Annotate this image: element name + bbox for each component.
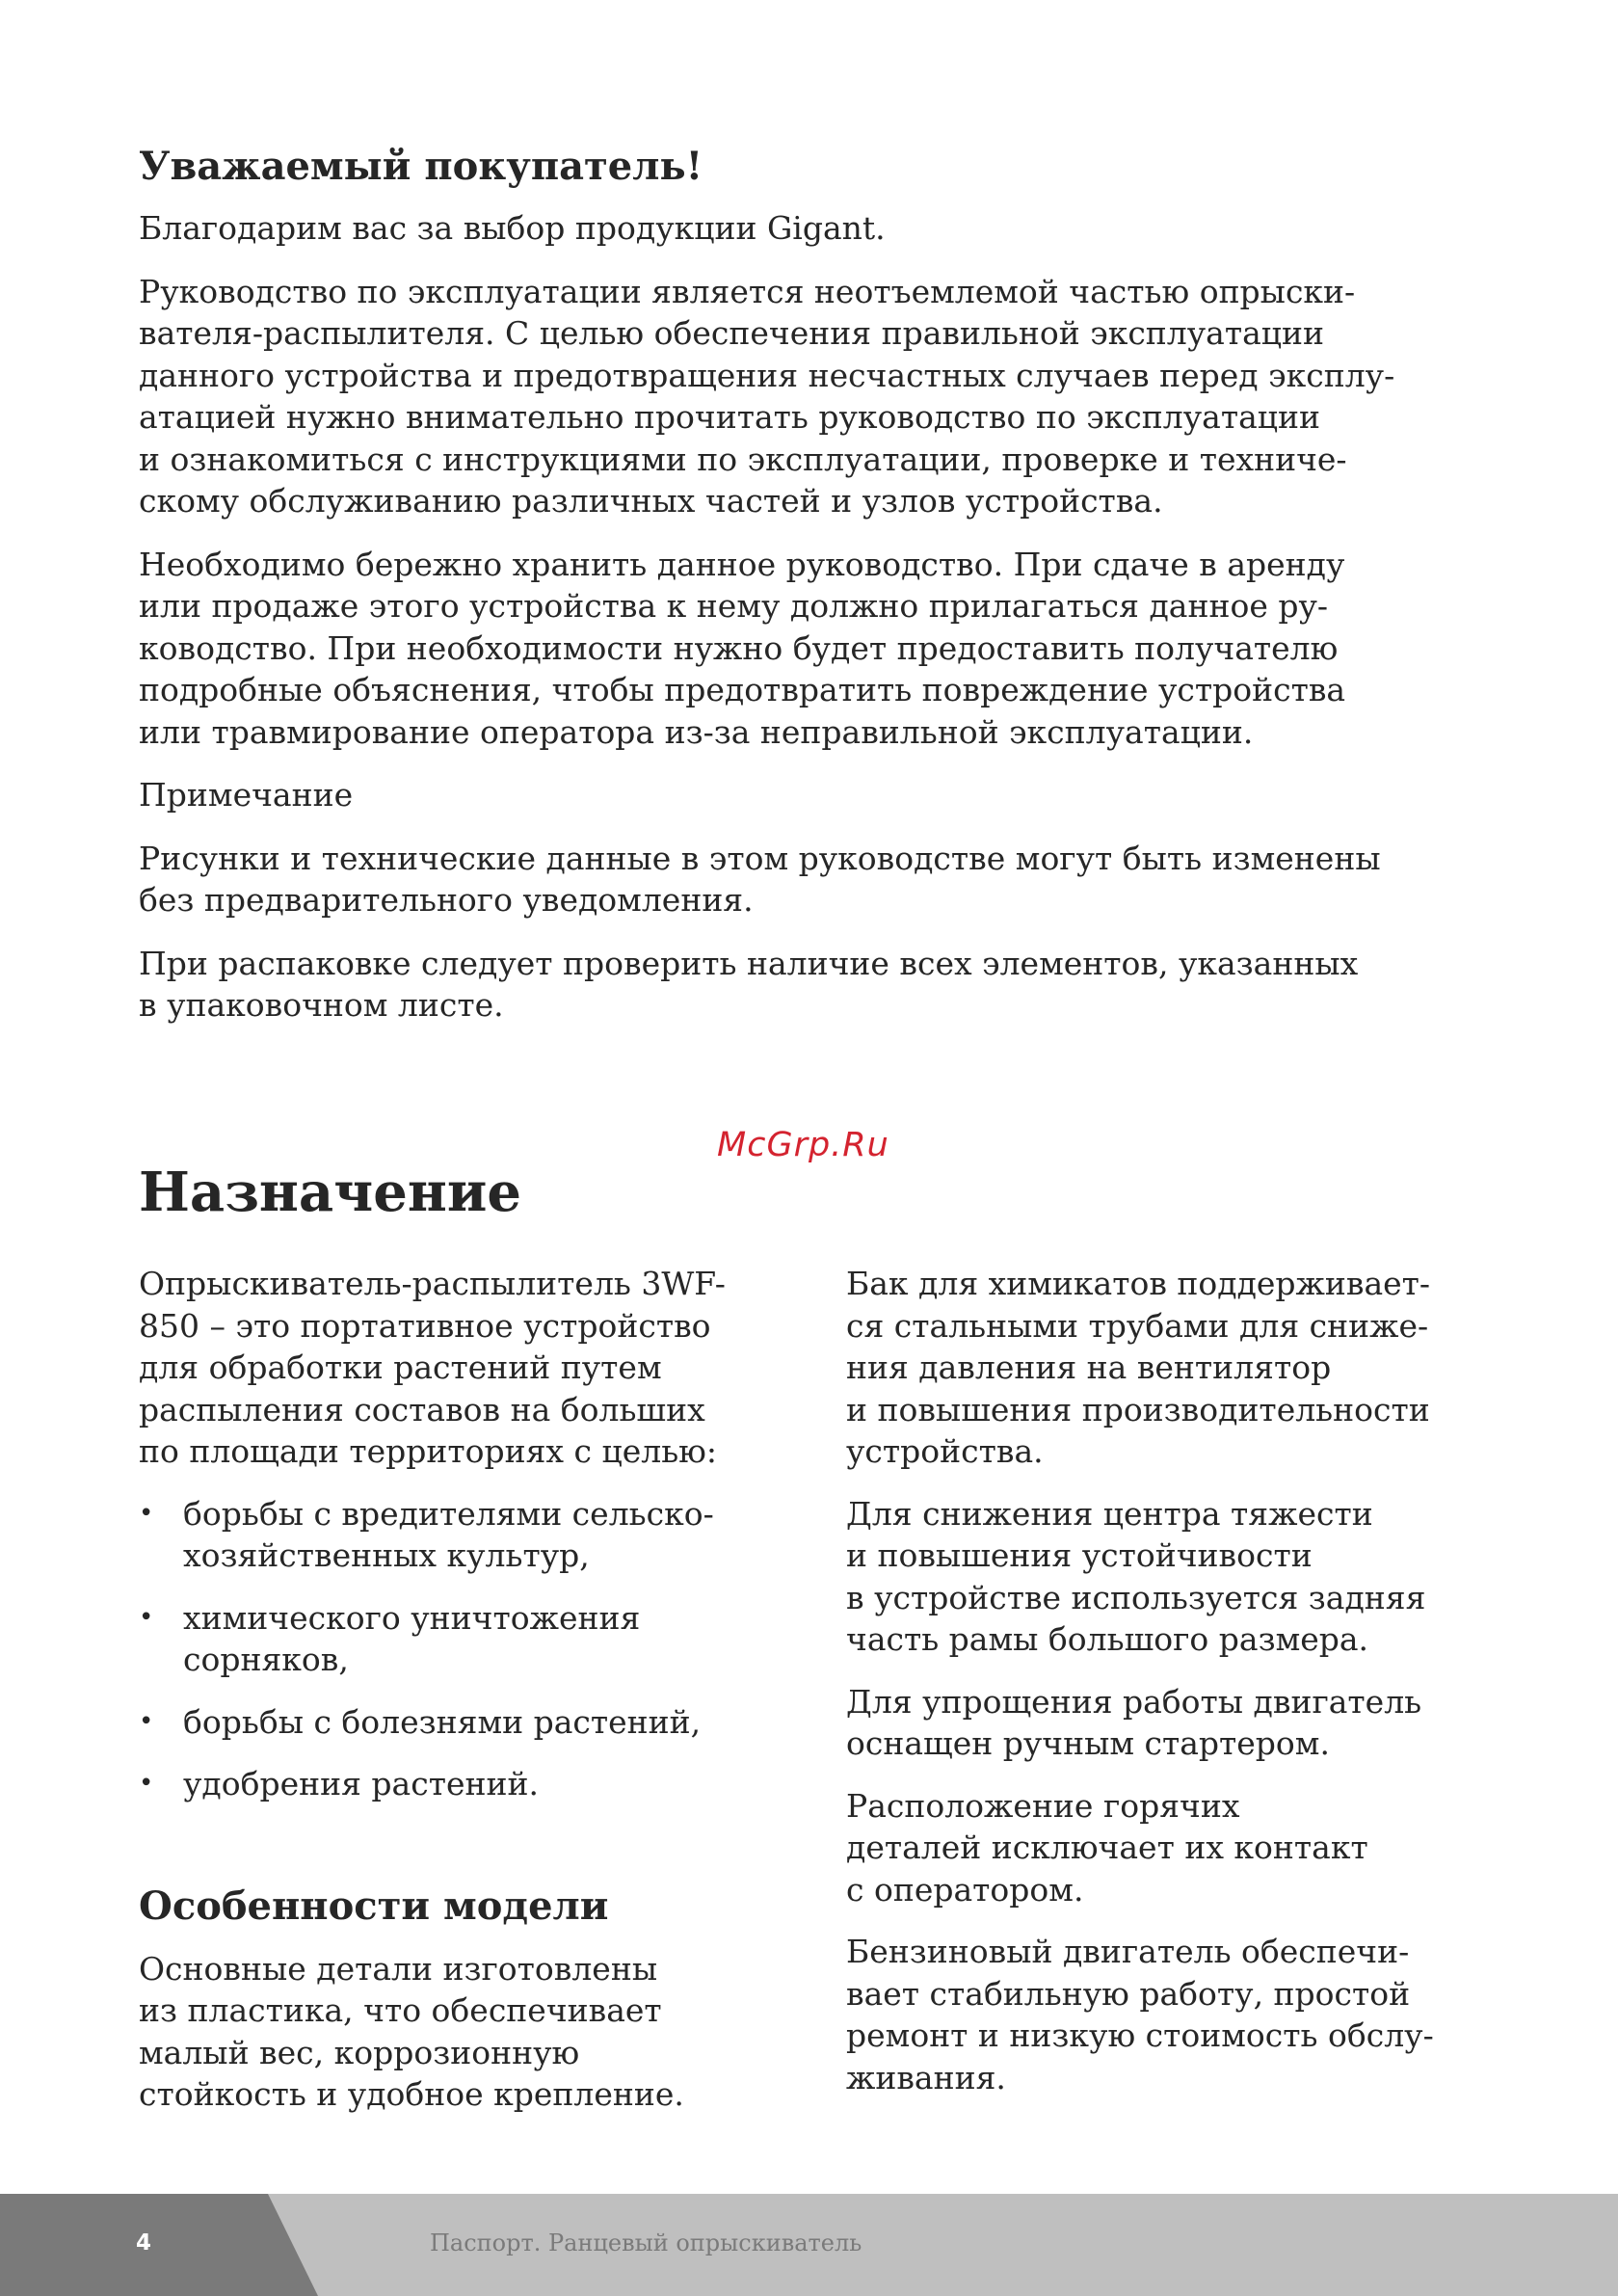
watermark: McGrp.Ru	[717, 1126, 889, 1164]
footer-tab	[0, 2194, 318, 2296]
section-title-purpose: Назначение	[139, 1161, 521, 1224]
intro-text	[139, 207, 1507, 1048]
features-paragraph-engine: Бензиновый двигатель обеспечи- вает стабильную работу, простой ремонт и низкую стоимость обслу- живания.	[846, 1933, 1434, 2096]
footer-document-title: Паспорт. Ранцевый опрыскиватель	[430, 2229, 862, 2256]
intro-paragraph-thanks: Благодарим вас за выбор продукции Gigant.	[139, 209, 886, 247]
intro-paragraph-unpacking: При распаковке следует проверить наличие всех элементов, указанных в упаковочном листе.	[139, 944, 1359, 1024]
features-paragraph-frame: Для снижения центра тяжести и повышения устойчивости в устройстве используется задняя часть рамы большого размера.	[846, 1494, 1426, 1658]
list-item: • борьбы с вредителями сельско- хозяйственных культур,	[139, 1494, 714, 1574]
bullet-icon: •	[139, 1706, 154, 1736]
features-paragraph-starter: Для упрощения работы двигатель оснащен ручным стартером.	[846, 1682, 1422, 1762]
purpose-bullet-list	[139, 1493, 794, 1805]
features-paragraph-tank: Бак для химикатов поддерживает- ся стальными трубами для сниже- ния давления на вентилятор и повышения производительности устройства.	[846, 1265, 1431, 1470]
intro-paragraph-storage: Необходимо бережно хранить данное руководство. При сдаче в аренду или продаже этого устройства к нему должно прилагаться данное ру- ководство. При необходимости нужно будет предоставить получателю подробные объяснения, чтобы предотвратить повреждение устройства или травмирование оператора из-за неправильной эксплуатации.	[139, 545, 1346, 751]
list-item: • химического уничтожения сорняков,	[139, 1598, 641, 1678]
bullet-icon: •	[139, 1769, 154, 1798]
greeting-title: Уважаемый покупатель!	[139, 144, 703, 189]
bullet-icon: •	[139, 1498, 154, 1528]
intro-paragraph-changes: Рисунки и технические данные в этом руководстве могут быть изменены без предварительного уведомления.	[139, 839, 1381, 919]
features-paragraph-hot-parts: Расположение горячих деталей исключает их контакт с оператором.	[846, 1786, 1368, 1909]
left-column	[139, 1263, 794, 2136]
right-column	[846, 1263, 1521, 2119]
bullet-icon: •	[139, 1602, 154, 1632]
page-footer	[0, 2194, 1618, 2296]
subsection-title-features: Особенности модели	[139, 1882, 609, 1929]
intro-note-label: Примечание	[139, 776, 354, 814]
list-item: • борьбы с болезнями растений,	[139, 1701, 794, 1744]
list-item: • удобрения растений.	[139, 1763, 794, 1805]
purpose-intro: Опрыскиватель-распылитель 3WF- 850 – это портативное устройство для обработки растений путем распыления составов на больших по площади территориях с целью:	[139, 1265, 726, 1470]
page-number: 4	[136, 2230, 152, 2256]
intro-paragraph-manual: Руководство по эксплуатации является неотъемлемой частью опрыски- вателя-распылителя. С целью обеспечения правильной эксплуатации данного устройства и предотвращения несчастных случаев перед эксплу- атацией нужно внимательно прочитать руководство по эксплуатации и ознакомиться с инструкциями по эксплуатации, проверке и техниче- скому обслуживанию различных частей и узлов устройства.	[139, 272, 1395, 520]
features-paragraph-materials: Основные детали изготовлены из пластика, что обеспечивает малый вес, коррозионную стойкость и удобное крепление.	[139, 1949, 684, 2113]
